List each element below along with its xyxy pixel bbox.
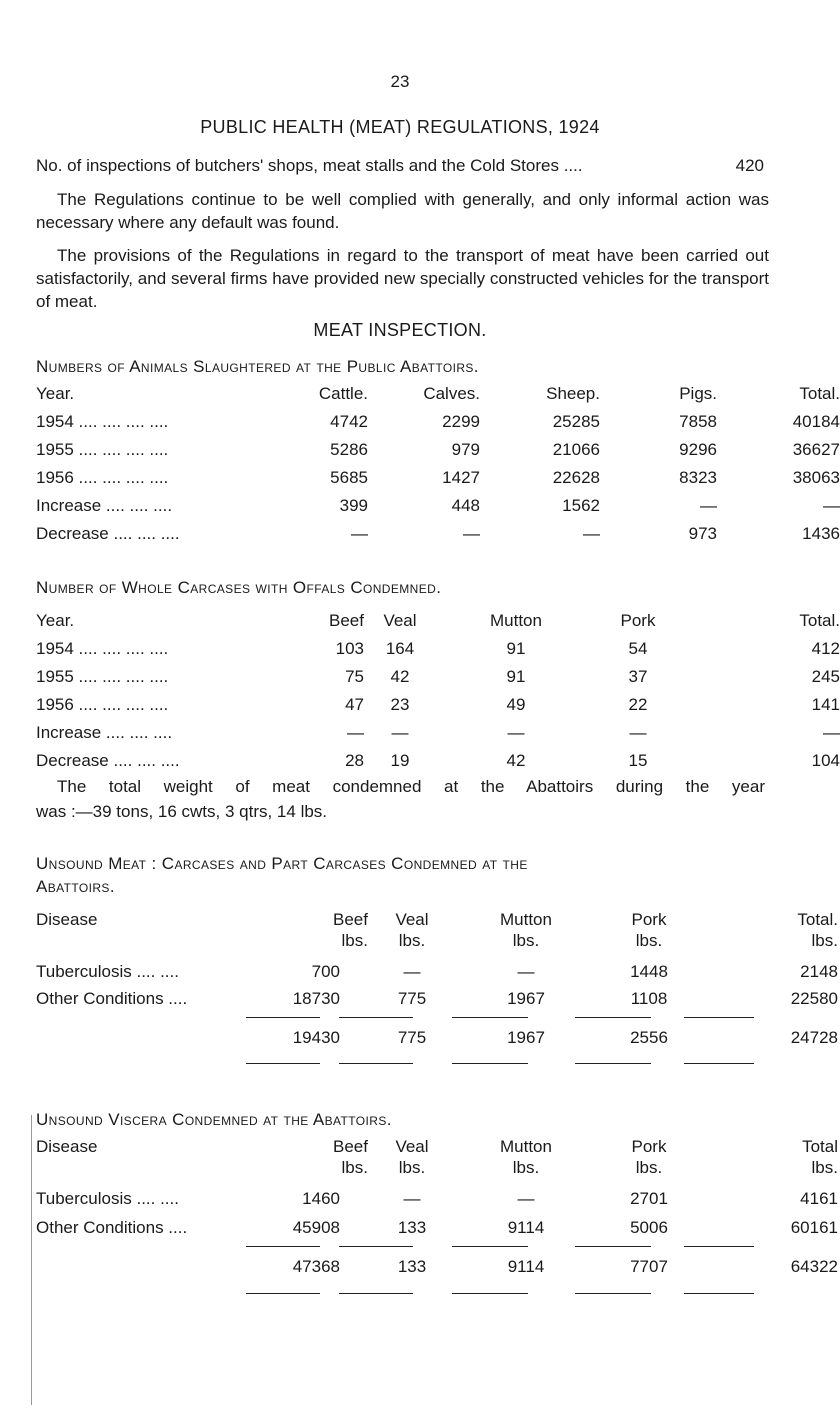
sum-rule bbox=[246, 1246, 320, 1247]
cell-pigs: 9296 bbox=[679, 440, 717, 459]
cell-veal: — bbox=[391, 723, 409, 742]
header-total: Total. bbox=[799, 384, 840, 403]
total-veal: 133 bbox=[397, 1257, 427, 1276]
cell-mutton: 9114 bbox=[507, 1218, 545, 1237]
row-label: Tuberculosis .... .... bbox=[36, 1189, 179, 1208]
table-row bbox=[36, 989, 838, 1013]
cell-pork: 22 bbox=[628, 695, 648, 714]
cell-veal: — bbox=[403, 962, 421, 981]
cell-veal: 42 bbox=[390, 667, 410, 686]
cell-cattle: — bbox=[351, 524, 368, 543]
unsound-viscera-units-row bbox=[36, 1158, 838, 1182]
cell-pork: 2701 bbox=[630, 1189, 668, 1208]
cell-sheep: 25285 bbox=[552, 412, 600, 431]
page-fold-line bbox=[31, 1115, 32, 1405]
header-total: Total. bbox=[797, 910, 838, 929]
cell-total: 245 bbox=[811, 667, 840, 686]
carcases-heading: Number of Whole Carcases with Offals Condemned. bbox=[36, 578, 442, 597]
total-rule bbox=[575, 1293, 651, 1294]
cell-calves: 448 bbox=[451, 496, 480, 515]
total-total: 64322 bbox=[790, 1257, 838, 1276]
header-year: Year. bbox=[36, 611, 75, 630]
total-veal: 775 bbox=[397, 1028, 427, 1047]
header-veal: Veal bbox=[395, 910, 429, 929]
table-row bbox=[36, 440, 840, 464]
cell-beef: — bbox=[347, 723, 364, 742]
cell-total: 38063 bbox=[792, 468, 840, 487]
table-row bbox=[36, 496, 840, 520]
cell-total: — bbox=[823, 723, 840, 742]
unit-total: lbs. bbox=[811, 1158, 838, 1177]
table-row bbox=[36, 667, 840, 691]
header-total: Total bbox=[802, 1137, 838, 1156]
header-pork: Pork bbox=[631, 1137, 667, 1156]
cell-beef: 75 bbox=[345, 667, 364, 686]
table-row bbox=[36, 1189, 838, 1213]
total-beef: 19430 bbox=[292, 1028, 340, 1047]
cell-pork: 5006 bbox=[630, 1218, 668, 1237]
row-label: Increase .... .... .... bbox=[36, 496, 173, 515]
row-label: Tuberculosis .... .... bbox=[36, 962, 179, 981]
total-rule bbox=[452, 1293, 528, 1294]
unit-mutton: lbs. bbox=[512, 931, 540, 950]
header-disease: Disease bbox=[36, 910, 98, 929]
header-beef: Beef bbox=[333, 1137, 368, 1156]
cell-total: 22580 bbox=[790, 989, 838, 1008]
table-row bbox=[36, 751, 840, 775]
unit-pork: lbs. bbox=[635, 1158, 663, 1177]
totals-row bbox=[36, 1257, 838, 1281]
header-total: Total. bbox=[799, 611, 840, 630]
cell-pigs: — bbox=[700, 496, 717, 515]
header-sheep: Sheep. bbox=[546, 384, 600, 403]
cell-pigs: 8323 bbox=[679, 468, 717, 487]
header-mutton: Mutton bbox=[500, 910, 552, 929]
cell-mutton: 42 bbox=[506, 751, 526, 770]
cell-pork: 37 bbox=[628, 667, 648, 686]
total-rule bbox=[339, 1293, 413, 1294]
cell-beef: 45908 bbox=[292, 1218, 340, 1237]
meat-inspection-heading: MEAT INSPECTION. bbox=[313, 320, 487, 340]
cell-beef: 18730 bbox=[292, 989, 340, 1008]
cell-pork: 1448 bbox=[630, 962, 668, 981]
total-rule bbox=[684, 1063, 754, 1064]
row-label: Decrease .... .... .... bbox=[36, 751, 180, 770]
cell-cattle: 5286 bbox=[330, 440, 368, 459]
sum-rule bbox=[339, 1246, 413, 1247]
unsound-viscera-heading: Unsound Viscera Condemned at the Abattoirs. bbox=[36, 1110, 392, 1129]
unsound-meat-heading: Unsound Meat : Carcases and Part Carcases Condemned at the bbox=[36, 854, 528, 873]
table-row bbox=[36, 1218, 838, 1242]
cell-total: 2148 bbox=[800, 962, 838, 981]
cell-total: 40184 bbox=[792, 412, 840, 431]
cell-calves: 2299 bbox=[442, 412, 480, 431]
sum-rule bbox=[452, 1246, 528, 1247]
cell-calves: — bbox=[463, 524, 480, 543]
total-rule bbox=[575, 1063, 651, 1064]
total-rule bbox=[339, 1063, 413, 1064]
unit-beef: lbs. bbox=[341, 931, 368, 950]
totals-row bbox=[36, 1028, 838, 1052]
row-label: Increase .... .... .... bbox=[36, 723, 173, 742]
cell-beef: 28 bbox=[345, 751, 364, 770]
row-label: 1955 .... .... .... .... bbox=[36, 667, 169, 686]
table-row bbox=[36, 468, 840, 492]
header-calves: Calves. bbox=[423, 384, 480, 403]
sum-rule bbox=[246, 1017, 320, 1018]
cell-total: — bbox=[823, 496, 840, 515]
cell-sheep: 21066 bbox=[552, 440, 600, 459]
cell-cattle: 399 bbox=[339, 496, 368, 515]
row-label: Decrease .... .... .... bbox=[36, 524, 180, 543]
weight-text-line-2: was :—39 tons, 16 cwts, 3 qtrs, 14 lbs. bbox=[36, 802, 328, 821]
unit-beef: lbs. bbox=[341, 1158, 368, 1177]
cell-pork: — bbox=[629, 723, 647, 742]
header-mutton: Mutton bbox=[490, 611, 542, 630]
cell-veal: 23 bbox=[390, 695, 410, 714]
paragraph-transport: The provisions of the Regulations in regard to the transport of meat have been carried out satisfactorily, and several firms have provided new specially constructed vehicles for the transport of meat. bbox=[36, 246, 769, 311]
header-disease: Disease bbox=[36, 1137, 98, 1156]
sum-rule bbox=[684, 1246, 754, 1247]
table-row bbox=[36, 723, 840, 747]
row-label: Other Conditions .... bbox=[36, 1218, 188, 1237]
table-row bbox=[36, 695, 840, 719]
cell-sheep: 22628 bbox=[552, 468, 600, 487]
cell-total: 141 bbox=[811, 695, 840, 714]
cell-mutton: 1967 bbox=[507, 989, 545, 1008]
cell-pigs: 973 bbox=[688, 524, 717, 543]
cell-beef: 700 bbox=[311, 962, 340, 981]
unit-pork: lbs. bbox=[635, 931, 663, 950]
header-pork: Pork bbox=[631, 910, 667, 929]
header-pork: Pork bbox=[620, 611, 656, 630]
cell-mutton: 91 bbox=[506, 639, 526, 658]
row-label: 1956 .... .... .... .... bbox=[36, 468, 169, 487]
inspections-value: 420 bbox=[735, 156, 764, 175]
table-row bbox=[36, 524, 840, 548]
header-beef: Beef bbox=[329, 611, 364, 630]
cell-mutton: — bbox=[517, 1189, 535, 1208]
carcases-header-row bbox=[36, 611, 840, 635]
page-title: PUBLIC HEALTH (MEAT) REGULATIONS, 1924 bbox=[200, 117, 600, 137]
table-row bbox=[36, 639, 840, 663]
unit-veal: lbs. bbox=[398, 931, 426, 950]
header-veal: Veal bbox=[395, 1137, 429, 1156]
cell-total: 104 bbox=[811, 751, 840, 770]
unit-total: lbs. bbox=[811, 931, 838, 950]
cell-mutton: — bbox=[507, 723, 525, 742]
cell-total: 1436 bbox=[802, 524, 840, 543]
row-label: 1954 .... .... .... .... bbox=[36, 412, 169, 431]
total-total: 24728 bbox=[790, 1028, 838, 1047]
cell-calves: 979 bbox=[451, 440, 480, 459]
header-cattle: Cattle. bbox=[318, 384, 368, 403]
row-label: 1955 .... .... .... .... bbox=[36, 440, 169, 459]
sum-rule bbox=[575, 1017, 651, 1018]
cell-beef: 47 bbox=[345, 695, 364, 714]
unit-mutton: lbs. bbox=[512, 1158, 540, 1177]
cell-pork: 15 bbox=[628, 751, 648, 770]
paragraph-compliance: The Regulations continue to be well complied with generally, and only informal action was necessary where any default was found. bbox=[36, 190, 769, 232]
weight-text-line-1: The total weight of meat condemned at the Abattoirs during the year bbox=[57, 777, 765, 796]
unit-veal: lbs. bbox=[398, 1158, 426, 1177]
cell-pork: 54 bbox=[628, 639, 648, 658]
total-beef: 47368 bbox=[292, 1257, 340, 1276]
total-mutton: 9114 bbox=[507, 1257, 545, 1276]
cell-calves: 1427 bbox=[442, 468, 480, 487]
cell-pork: 1108 bbox=[630, 989, 668, 1008]
total-rule bbox=[246, 1063, 320, 1064]
cell-mutton: — bbox=[517, 962, 535, 981]
cell-veal: 133 bbox=[397, 1218, 427, 1237]
total-rule bbox=[452, 1063, 528, 1064]
cell-mutton: 49 bbox=[506, 695, 526, 714]
cell-beef: 103 bbox=[335, 639, 364, 658]
inspections-label: No. of inspections of butchers' shops, meat stalls and the Cold Stores .... bbox=[36, 156, 583, 175]
header-pigs: Pigs. bbox=[679, 384, 717, 403]
header-mutton: Mutton bbox=[500, 1137, 552, 1156]
total-rule bbox=[684, 1293, 754, 1294]
header-beef: Beef bbox=[333, 910, 368, 929]
cell-total: 60161 bbox=[790, 1218, 838, 1237]
header-veal: Veal bbox=[383, 611, 417, 630]
cell-veal: 19 bbox=[390, 751, 410, 770]
cell-cattle: 4742 bbox=[330, 412, 368, 431]
total-rule bbox=[246, 1293, 320, 1294]
cell-sheep: — bbox=[583, 524, 600, 543]
sum-rule bbox=[684, 1017, 754, 1018]
cell-total: 412 bbox=[811, 639, 840, 658]
cell-veal: 775 bbox=[397, 989, 427, 1008]
unsound-meat-heading-cont: Abattoirs. bbox=[36, 877, 115, 896]
row-label: 1954 .... .... .... .... bbox=[36, 639, 169, 658]
row-label: 1956 .... .... .... .... bbox=[36, 695, 169, 714]
cell-veal: — bbox=[403, 1189, 421, 1208]
table-row bbox=[36, 412, 840, 436]
sum-rule bbox=[452, 1017, 528, 1018]
inspections-line bbox=[36, 154, 764, 177]
table-row bbox=[36, 962, 838, 986]
page-number: 23 bbox=[390, 72, 410, 91]
cell-total: 4161 bbox=[800, 1189, 838, 1208]
row-label: Other Conditions .... bbox=[36, 989, 188, 1008]
total-mutton: 1967 bbox=[507, 1028, 545, 1047]
cell-cattle: 5685 bbox=[330, 468, 368, 487]
cell-beef: 1460 bbox=[302, 1189, 340, 1208]
animals-header-row bbox=[36, 384, 840, 408]
cell-mutton: 91 bbox=[506, 667, 526, 686]
total-pork: 7707 bbox=[630, 1257, 668, 1276]
sum-rule bbox=[575, 1246, 651, 1247]
header-year: Year. bbox=[36, 384, 75, 403]
cell-total: 36627 bbox=[792, 440, 840, 459]
animals-heading: Numbers of Animals Slaughtered at the Public Abattoirs. bbox=[36, 357, 479, 376]
cell-pigs: 7858 bbox=[679, 412, 717, 431]
unsound-meat-units-row bbox=[36, 931, 838, 955]
cell-sheep: 1562 bbox=[562, 496, 600, 515]
sum-rule bbox=[339, 1017, 413, 1018]
total-pork: 2556 bbox=[630, 1028, 668, 1047]
cell-veal: 164 bbox=[385, 639, 415, 658]
